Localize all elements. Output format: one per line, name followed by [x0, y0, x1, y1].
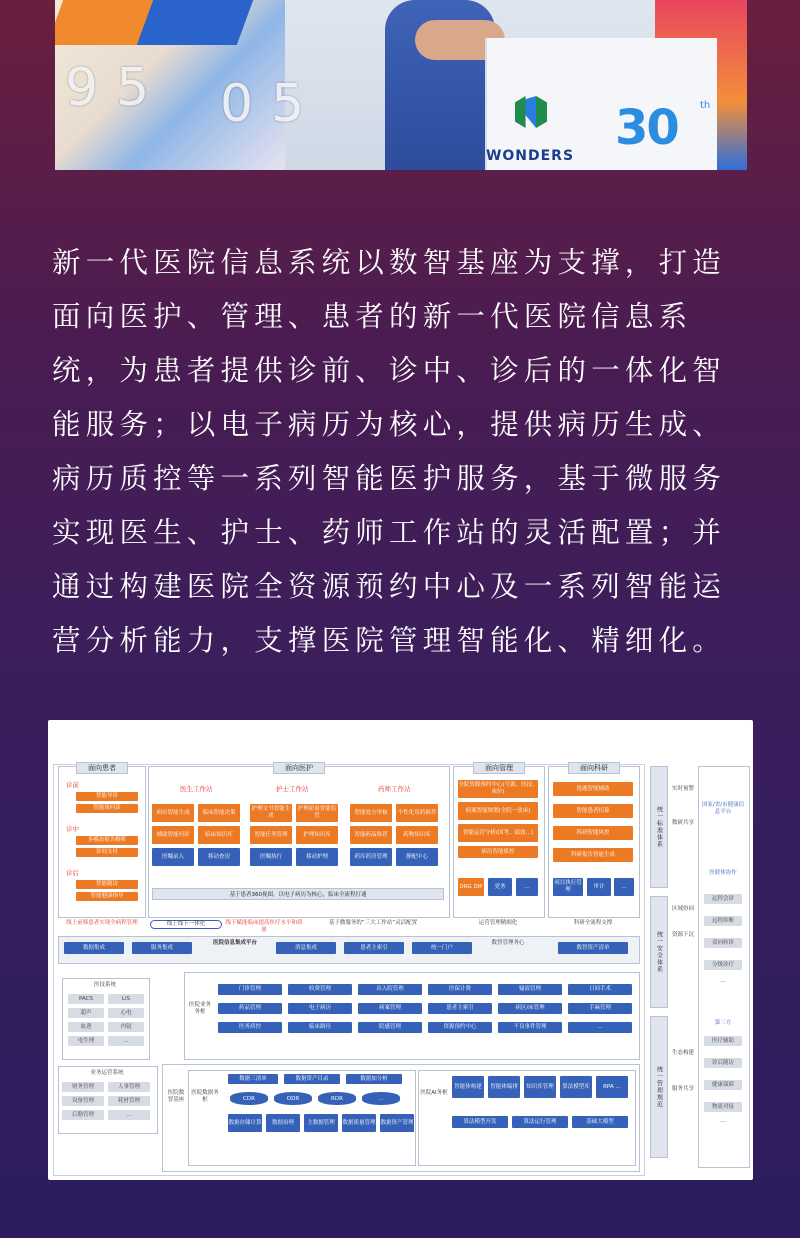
medical-title: 面向医护 [273, 762, 325, 774]
business-item: 输液管理 [498, 984, 562, 995]
data-item: 数据质量管理 [342, 1114, 376, 1132]
mid-row-label: 基于微服务的“三大工作站”灵活配置 [328, 920, 418, 926]
research-title: 面向科研 [568, 762, 620, 774]
mid-row-label: 运营管理精细化 [478, 920, 518, 926]
manage-item: 智能运营分析(国考、绩效…) [458, 824, 538, 842]
clinical-item: 内镜 [108, 1022, 144, 1032]
third-party-item: 诊后随访 [704, 1058, 742, 1068]
research-item: 科研报告智能生成 [553, 848, 633, 862]
right-label: 区域协同 [671, 906, 694, 912]
platform-item: 服务集成 [132, 942, 192, 954]
manage-item: 党务 [488, 878, 512, 896]
manage-item: 病案智能规划(全院一张床) [458, 802, 538, 820]
management-system-bar: 统一管理规范 [650, 1016, 668, 1158]
business-item: … [568, 1022, 632, 1033]
clinical-item: 心电 [108, 1008, 144, 1018]
clinical-item: 超声 [68, 1008, 104, 1018]
clinical-item: 血透 [68, 1022, 104, 1032]
manage-item: 病历智能质控 [458, 846, 538, 858]
right-label: 生态构建 [671, 1050, 694, 1056]
architecture-diagram [48, 720, 753, 1180]
anniversary-suffix: th [700, 100, 711, 111]
event-photo [55, 0, 747, 170]
pharm-item: 智能药品推荐 [350, 826, 392, 844]
ops-item: 耗材管理 [108, 1096, 150, 1106]
research-item: 智能患者招募 [553, 804, 633, 818]
data-item: ODR [274, 1092, 312, 1105]
ops-item: 后勤管理 [62, 1110, 104, 1120]
intro-paragraph [52, 236, 752, 668]
clinical-item: 电生理 [68, 1036, 104, 1046]
doctor-item: 病历智能生成 [152, 804, 194, 822]
business-item: 病区/床管理 [498, 1003, 562, 1014]
ai-item: 算法模型库 [560, 1076, 592, 1098]
paragraph-line: 能服务；以电子病历为核心，提供病历生成、 [52, 408, 727, 441]
business-item: 不良事件管理 [498, 1022, 562, 1033]
backdrop-digits-mid: 05 [220, 74, 323, 134]
business-item: 医保计费 [428, 984, 492, 995]
patient-item: 智能健康指导 [76, 892, 138, 901]
platform-item: 数智资产清单 [558, 942, 628, 954]
nurse-station-label: 护士工作站 [276, 785, 309, 793]
anniversary-mark: 30 [615, 100, 678, 156]
mid-row-label: 线上前移患者实现全病程管理 [66, 920, 138, 926]
research-item: … [614, 878, 634, 896]
platform-item: 数智管理务心 [491, 940, 525, 946]
data-item: 数据存储计算 [228, 1114, 262, 1132]
alliance-item: 分级诊疗 [704, 960, 742, 970]
business-item: 患者主索引 [428, 1003, 492, 1014]
doctor-item: 移动查房 [198, 848, 240, 866]
doctor-item: 临床智能决策 [198, 804, 240, 822]
platform-item: 消息集成 [276, 942, 336, 954]
ai-item: 基础大模型 [572, 1116, 628, 1128]
ops-item: 设备管理 [62, 1096, 104, 1106]
platform-item: 医院信息集成平台 [212, 940, 257, 946]
clinical-title: 医技系统 [93, 982, 116, 988]
paragraph-line: 营分析能力，支撑医院管理智能化、精细化。 [52, 624, 727, 657]
nurse-item: 护理质量智能监管 [296, 804, 338, 822]
ops-item: 人事管理 [108, 1082, 150, 1092]
paragraph-line: 实现医生、护士、药师工作站的灵活配置；并 [52, 516, 727, 549]
ops-item: 财务管理 [62, 1082, 104, 1092]
business-item: 手麻管理 [568, 1003, 632, 1014]
paragraph-line: 面向医护、管理、患者的新一代医院信息系 [52, 300, 693, 333]
standard-system-bar: 统一标准体系 [650, 766, 668, 888]
ai-item: 智能体编排 [488, 1076, 520, 1098]
business-item: 收费管理 [288, 984, 352, 995]
right-label: 数研共享 [671, 820, 694, 826]
business-item: 电子病历 [288, 1003, 352, 1014]
clinical-panel [62, 978, 150, 1060]
clinical-item: LIS [108, 994, 144, 1004]
nurse-item: 移动护理 [296, 848, 338, 866]
mid-row-label: 线上线下一体化 [150, 920, 222, 929]
business-item: 临床路径 [288, 1022, 352, 1033]
data-item: … [362, 1092, 400, 1105]
third-party-item: 医疗辅助 [704, 1036, 742, 1046]
gov-platform: 国家/省/市健康信息平台 [701, 802, 745, 816]
ai-item: 智能体构建 [452, 1076, 484, 1098]
doctor-item: 临床知识库 [198, 826, 240, 844]
manage-item: DRG DIP [458, 878, 484, 896]
third-party-item: … [720, 1118, 726, 1124]
manage-item: … [516, 878, 538, 896]
backdrop-stripe-blue [137, 0, 253, 45]
ai-item: 算法模型开发 [452, 1116, 508, 1128]
doctor-item: 医嘱录入 [152, 848, 194, 866]
pre-label: 诊前 [66, 781, 79, 789]
pharm-item: 个性化用药推荐 [396, 804, 438, 822]
ai-item: RPA … [596, 1076, 628, 1098]
data-item: CDR [230, 1092, 268, 1105]
patient-item: 智能预问诊 [76, 804, 138, 813]
nurse-item: 护理知识库 [296, 826, 338, 844]
data-item: 数据治理 [266, 1114, 300, 1132]
clinical-item: … [108, 1036, 144, 1046]
business-item: 药品管理 [218, 1003, 282, 1014]
nurse-item: 医嘱执行 [250, 848, 292, 866]
pharm-item: 静配中心 [396, 848, 438, 866]
platform-item: 患者主索引 [344, 942, 404, 954]
research-item: 科研智能风控 [553, 826, 633, 840]
ai-item: 知识库管理 [524, 1076, 556, 1098]
platform-item: 统一门户 [412, 942, 472, 954]
nurse-item: 护理文书智能生成 [250, 804, 292, 822]
mid-row-label: 线下赋能临床提高医疗水平和质量 [225, 920, 303, 934]
medical-bottom-bar: 基于患者360视图，以电子病历为核心，临床全流程打通 [152, 888, 444, 900]
research-item: 审计 [587, 878, 611, 896]
ops-item: … [108, 1110, 150, 1120]
backdrop-digits-left: 95 [65, 58, 168, 118]
third-party-item: 物流对接 [704, 1102, 742, 1112]
doctor-station-label: 医生工作站 [180, 785, 213, 793]
business-item: 院感管理 [358, 1022, 422, 1033]
right-label: 服务共享 [671, 1086, 694, 1092]
patient-item: 诊间支付 [76, 848, 138, 857]
paragraph-line: 病历质控等一系列智能医护服务，基于微服务 [52, 462, 727, 495]
paragraph-line: 新一代医院信息系统以数智基座为支撑，打造 [52, 246, 727, 279]
business-item: 病案管理 [358, 1003, 422, 1014]
research-item: 选题智能辅助 [553, 782, 633, 796]
data-item: 数据三清单 [228, 1074, 278, 1084]
doctor-item: 辅助智能问诊 [152, 826, 194, 844]
nurse-item: 智能任务管理 [250, 826, 292, 844]
pharm-station-label: 药师工作站 [378, 785, 411, 793]
business-title: 医院业务务框 [188, 1002, 211, 1016]
brand-text: WONDERS [485, 148, 575, 164]
third-party-item: 健康保障 [704, 1080, 742, 1090]
alliance-title: 医联体协作 [709, 870, 737, 876]
business-item: 日间手术 [568, 984, 632, 995]
business-item: 门诊管理 [218, 984, 282, 995]
patient-title: 面向患者 [76, 762, 128, 774]
data-framework-title: 医院数据务框 [191, 1090, 219, 1104]
patient-item: 智能导诊 [76, 792, 138, 801]
data-item: 数据资产目录 [284, 1074, 340, 1084]
paragraph-line: 统，为患者提供诊前、诊中、诊后的一体化智 [52, 354, 727, 387]
manage-title: 面向管理 [473, 762, 525, 774]
data-item: 数据资产管理 [380, 1114, 414, 1132]
pharm-item: 智能处方审核 [350, 804, 392, 822]
right-label: 资源下沉 [671, 932, 694, 938]
data-item: 数据加分析 [346, 1074, 402, 1084]
ai-framework-title: 医院AI务框 [420, 1090, 448, 1096]
business-item: 医务质控 [218, 1022, 282, 1033]
right-label: 实时预警 [671, 786, 694, 792]
pharm-item: 药物知识库 [396, 826, 438, 844]
data-item: RDR [318, 1092, 356, 1105]
alliance-item: 双向转诊 [704, 938, 742, 948]
ai-item: 算法运行管理 [512, 1116, 568, 1128]
platform-item: 数据集成 [64, 942, 124, 954]
alliance-item: 远程会诊 [704, 894, 742, 904]
ops-title: 业务运营系统 [90, 1070, 124, 1076]
mid-label: 诊中 [66, 825, 79, 833]
paragraph-line: 通过构建医院全资源预约中心及一系列智能运 [52, 570, 727, 603]
business-item: 资源预约中心 [428, 1022, 492, 1033]
business-item: 出入院管理 [358, 984, 422, 995]
research-item: 项目执行管理 [553, 878, 583, 896]
patient-item: 多模态报告解析 [76, 836, 138, 845]
data-foundation-title: 医院数智基座 [167, 1090, 185, 1104]
manage-item: 全院资源预约中心(号源、医技、床位) [458, 780, 538, 798]
security-system-bar: 统一安全体系 [650, 896, 668, 1008]
pharm-item: 药库药房管理 [350, 848, 392, 866]
patient-item: 智能随访 [76, 880, 138, 889]
clinical-item: PACS [68, 994, 104, 1004]
mid-row-label: 科研全流程支撑 [573, 920, 613, 926]
data-item: 主数据管理 [304, 1114, 338, 1132]
post-label: 诊后 [66, 869, 79, 877]
alliance-item: 远程诊断 [704, 916, 742, 926]
third-party-title: 第三方 [714, 1020, 732, 1026]
alliance-item: … [720, 978, 726, 984]
